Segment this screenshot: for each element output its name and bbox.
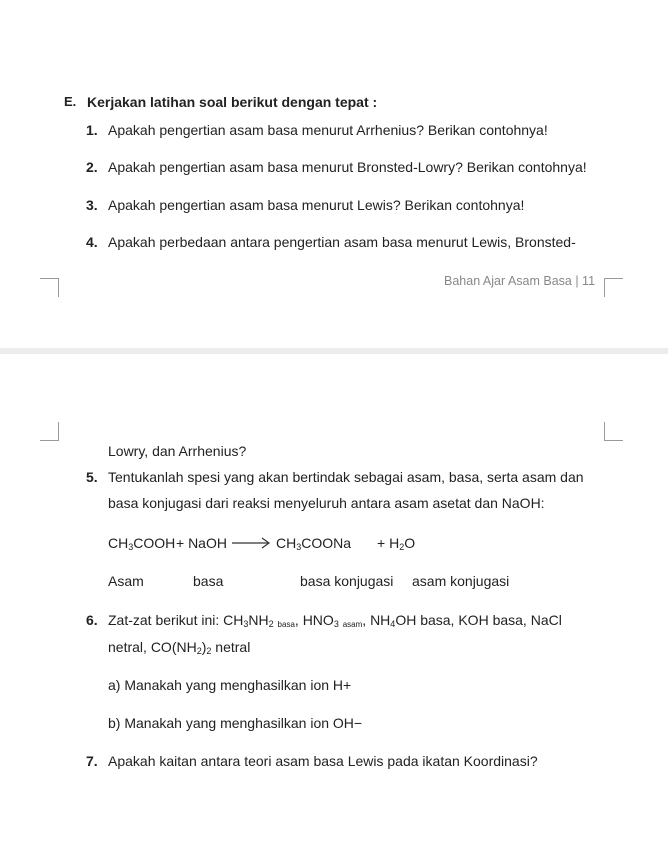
page-bottom (0, 354, 668, 846)
question-number: 2. (86, 159, 98, 175)
question-continuation: Lowry, dan Arrhenius? (108, 443, 247, 459)
question-text: basa konjugasi dari reaksi menyeluruh antara asam asetat dan NaOH: (108, 495, 545, 511)
question-text: Apakah kaitan antara teori asam basa Lewis pada ikatan Koordinasi? (108, 753, 538, 769)
page-top (0, 0, 668, 348)
page-footer: Bahan Ajar Asam Basa | 11 (444, 274, 596, 288)
label-basa: basa (193, 573, 224, 589)
question-number: 5. (86, 469, 98, 485)
question-number: 1. (86, 122, 98, 138)
sub-question-a: a) Manakah yang menghasilkan ion H+ (108, 677, 352, 693)
product-sodium-acetate: $CH_3COONa$ (276, 535, 352, 552)
question-number: 4. (86, 234, 98, 250)
section-title: Kerjakan latihan soal berikut dengan tepat : (87, 94, 378, 110)
question-number: 7. (86, 753, 98, 769)
crop-mark (604, 278, 623, 297)
crop-mark (40, 278, 59, 297)
question-text: netral, $CO(NH_2)_2$ netral (108, 639, 251, 656)
question-text: Tentukanlah spesi yang akan bertindak sebagai asam, basa, serta asam dan (108, 469, 584, 485)
question-text: Apakah pengertian asam basa menurut Arrhenius? Berikan contohnya! (108, 122, 548, 138)
sub-question-b: b) Manakah yang menghasilkan ion OH− (108, 715, 363, 731)
reactant-naoh: + NaOH (176, 535, 227, 551)
question-number: 3. (86, 197, 98, 213)
reactant-acetic-acid: $CH_3COOH$ (108, 535, 176, 552)
label-basa-konjugasi: basa konjugasi (300, 573, 394, 589)
crop-mark (40, 422, 59, 441)
label-asam-konjugasi: asam konjugasi (412, 573, 510, 589)
question-text: Apakah perbedaan antara pengertian asam basa menurut Lewis, Bronsted- (108, 234, 576, 250)
question-text: Apakah pengertian asam basa menurut Bronsted-Lowry? Berikan contohnya! (108, 159, 587, 175)
product-water: + $H_2O$ (377, 535, 416, 552)
label-asam: Asam (108, 573, 144, 589)
crop-mark (604, 422, 623, 441)
question-text: Apakah pengertian asam basa menurut Lewis? Berikan contohnya! (108, 197, 525, 213)
reaction-arrow-icon (231, 537, 271, 549)
question-number: 6. (86, 612, 98, 628)
section-letter: E. (64, 94, 77, 109)
question-text: Zat-zat berikut ini: $CH_3NH_2$ basa, $HNO_3$ asam, $NH_4OH$ basa, KOH basa, NaCl (108, 612, 562, 629)
